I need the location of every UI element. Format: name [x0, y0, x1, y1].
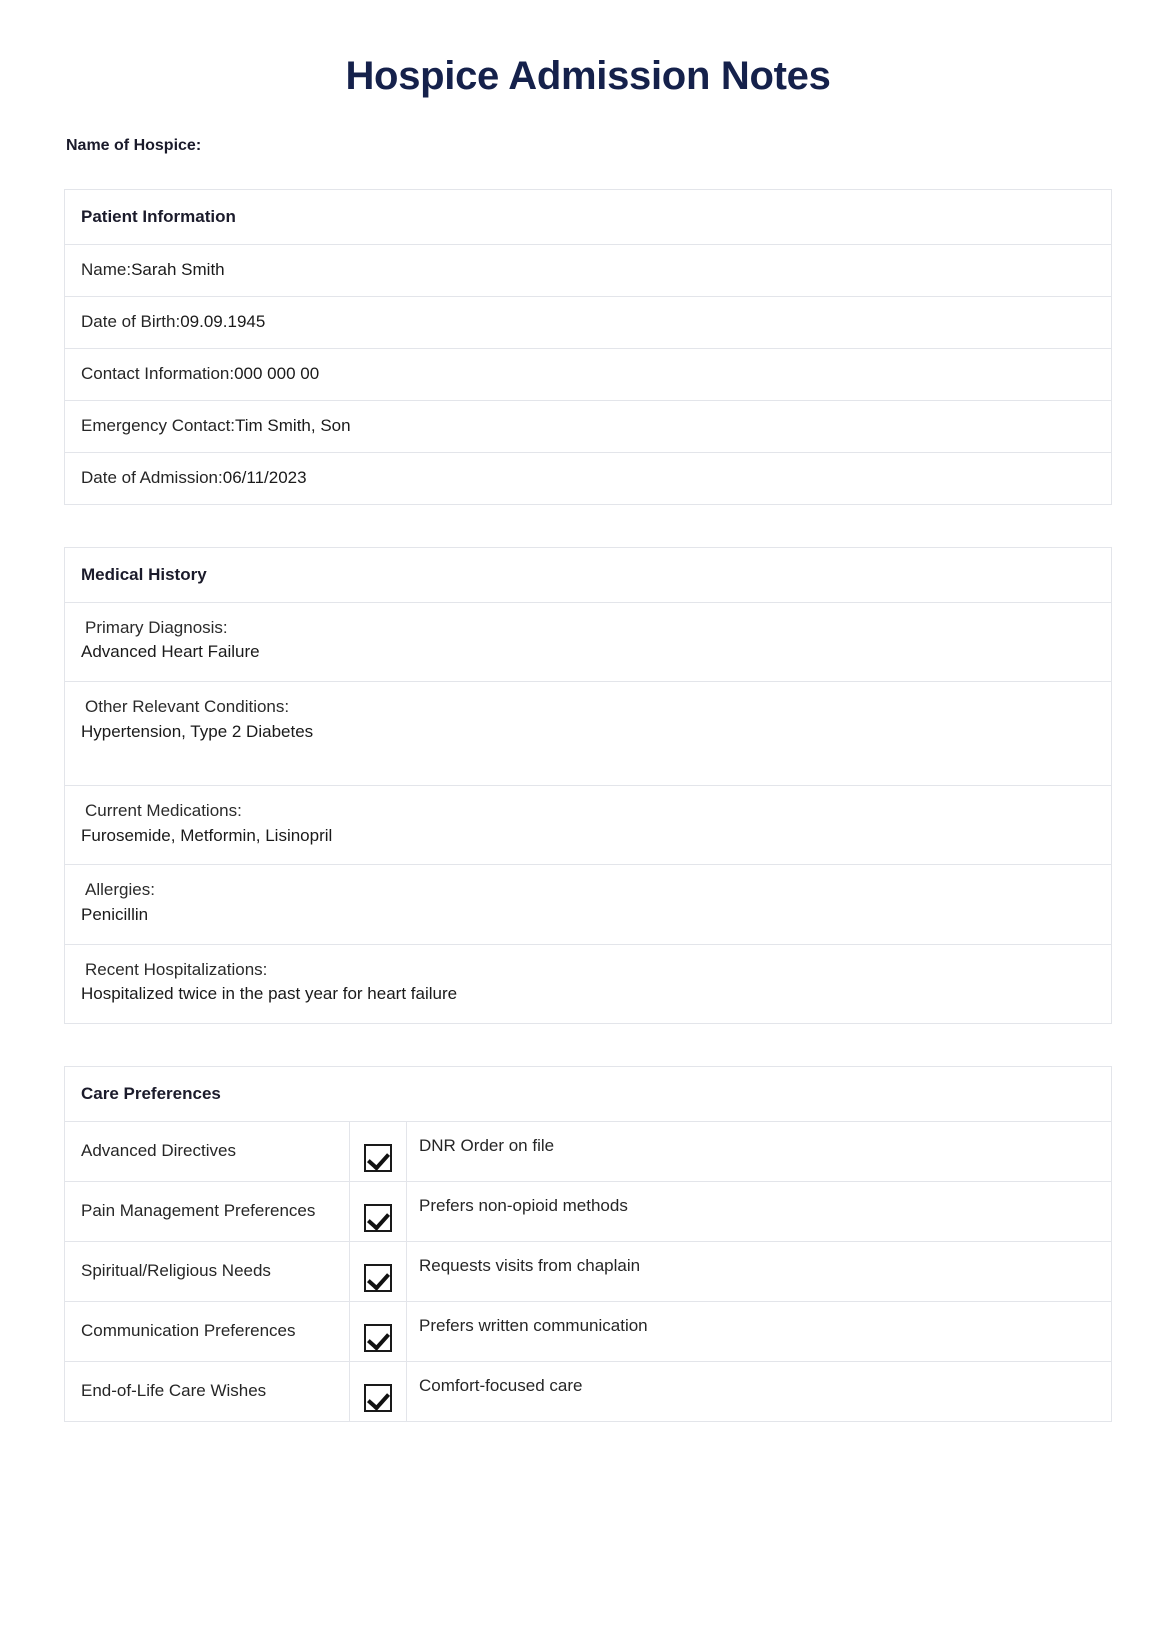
- pain-management-label: Pain Management Preferences: [65, 1181, 350, 1241]
- spiritual-needs-checkbox-cell[interactable]: [350, 1241, 407, 1301]
- field-label: Emergency Contact:: [81, 415, 236, 435]
- table-row: [65, 1241, 1112, 1301]
- patient-contact-row: [65, 348, 1112, 400]
- field-label: Allergies:: [85, 880, 155, 900]
- table-row: [65, 1066, 1112, 1121]
- table-row: [65, 547, 1112, 602]
- checkbox-icon[interactable]: [364, 1204, 392, 1232]
- patient-information-table: [64, 189, 1112, 505]
- end-of-life-wishes-text: Comfort-focused care: [407, 1361, 1112, 1421]
- communication-preferences-checkbox-cell[interactable]: [350, 1301, 407, 1361]
- patient-information-heading: Patient Information: [65, 190, 1112, 245]
- care-preferences-heading: Care Preferences: [65, 1066, 1112, 1121]
- pain-management-checkbox-cell[interactable]: [350, 1181, 407, 1241]
- table-row: [65, 602, 1112, 681]
- patient-dob-row: [65, 296, 1112, 348]
- table-row: [65, 785, 1112, 864]
- advanced-directives-checkbox-cell[interactable]: [350, 1121, 407, 1181]
- table-row: [65, 1301, 1112, 1361]
- medical-history-heading: Medical History: [65, 547, 1112, 602]
- checkbox-icon[interactable]: [364, 1384, 392, 1412]
- table-row: [65, 296, 1112, 348]
- field-label: Current Medications:: [85, 800, 242, 820]
- field-label: Date of Birth:: [81, 311, 181, 331]
- field-label: Date of Admission:: [81, 467, 223, 487]
- patient-name-row: [65, 245, 1112, 297]
- field-value: 06/11/2023: [222, 467, 307, 487]
- recent-hospitalizations-row: [65, 944, 1112, 1023]
- primary-diagnosis-row: [65, 602, 1112, 681]
- table-row: [65, 1121, 1112, 1181]
- page-title: Hospice Admission Notes: [345, 54, 831, 98]
- field-value: Penicillin: [81, 904, 149, 924]
- communication-preferences-text: Prefers written communication: [407, 1301, 1112, 1361]
- end-of-life-wishes-label: End-of-Life Care Wishes: [65, 1361, 350, 1421]
- spiritual-needs-text: Requests visits from chaplain: [407, 1241, 1112, 1301]
- current-medications-row: [65, 785, 1112, 864]
- table-row: [65, 865, 1112, 944]
- field-value: 09.09.1945: [180, 311, 266, 331]
- table-row: [65, 1361, 1112, 1421]
- hospice-name-label: Name of Hospice:: [66, 137, 202, 154]
- end-of-life-wishes-checkbox-cell[interactable]: [350, 1361, 407, 1421]
- field-label: Other Relevant Conditions:: [85, 696, 290, 716]
- table-row: [65, 400, 1112, 452]
- allergies-row: [65, 865, 1112, 944]
- table-row: [65, 452, 1112, 504]
- table-row: [65, 245, 1112, 297]
- table-row: [65, 1181, 1112, 1241]
- field-value: Hypertension, Type 2 Diabetes: [81, 721, 314, 741]
- field-value: 000 000 00: [234, 363, 320, 383]
- table-row: [65, 190, 1112, 245]
- field-value: Sarah Smith: [131, 260, 225, 279]
- communication-preferences-label: Communication Preferences: [65, 1301, 350, 1361]
- advanced-directives-text: DNR Order on file: [407, 1121, 1112, 1181]
- table-row: [65, 944, 1112, 1023]
- pain-management-text: Prefers non-opioid methods: [407, 1181, 1112, 1241]
- field-label: Contact Information:: [81, 363, 235, 383]
- table-row: [65, 348, 1112, 400]
- field-value: Hospitalized twice in the past year for heart failure: [81, 984, 458, 1004]
- field-value: Tim Smith, Son: [235, 415, 351, 435]
- field-value: Advanced Heart Failure: [81, 642, 260, 662]
- field-label: Name:: [81, 260, 132, 279]
- patient-emergency-contact-row: [65, 400, 1112, 452]
- spiritual-needs-label: Spiritual/Religious Needs: [65, 1241, 350, 1301]
- table-row: [65, 681, 1112, 785]
- checkbox-icon[interactable]: [364, 1264, 392, 1292]
- field-label: Primary Diagnosis:: [85, 617, 228, 637]
- checkbox-icon[interactable]: [364, 1144, 392, 1172]
- checkbox-icon[interactable]: [364, 1324, 392, 1352]
- patient-admission-date-row: [65, 452, 1112, 504]
- care-preferences-table: [64, 1066, 1112, 1422]
- field-label: Recent Hospitalizations:: [85, 959, 268, 979]
- medical-history-table: [64, 547, 1112, 1024]
- advanced-directives-label: Advanced Directives: [65, 1121, 350, 1181]
- other-conditions-row: [65, 681, 1112, 785]
- field-value: Furosemide, Metformin, Lisinopril: [81, 825, 333, 845]
